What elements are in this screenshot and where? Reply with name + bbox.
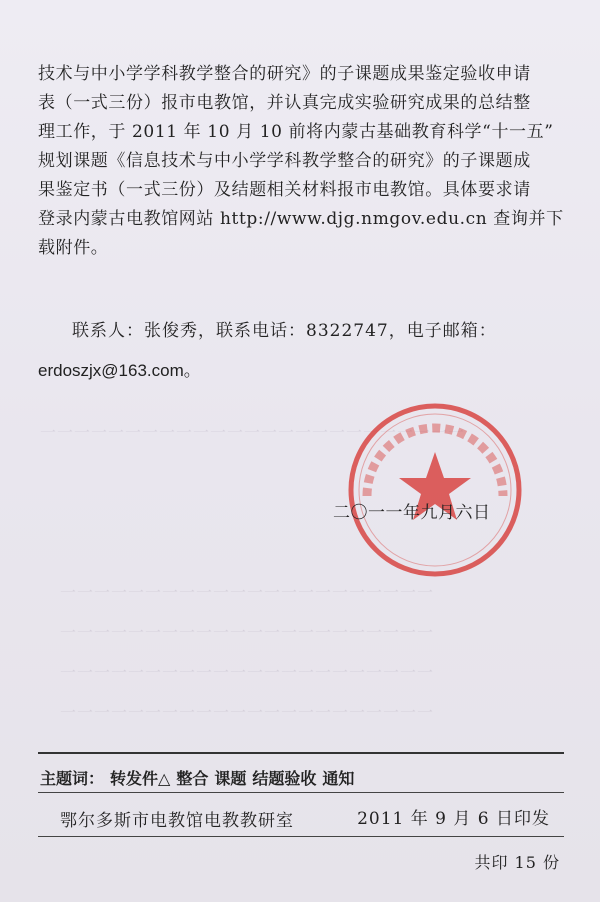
contact-email: erdoszjx@163.com。 — [38, 361, 201, 380]
body-line: 技术与中小学学科教学整合的研究》的子课题成果鉴定验收申请 — [38, 64, 531, 84]
footer-divider — [38, 752, 564, 754]
body-line: 登录内蒙古电教馆网站 http://www.djg.nmgov.edu.cn 查询并下 — [38, 209, 564, 229]
keyword: 结题验收 — [252, 769, 317, 788]
keyword: 整合 — [176, 769, 209, 788]
bleed-through-text: 一一一一一一一一一一一一一一一一一一一一一一 — [60, 583, 435, 602]
footer-divider — [38, 836, 564, 837]
bleed-through-text: 一一一一一一一一一一一一一一一一一一一一一一 — [60, 623, 435, 642]
subject-keywords — [40, 766, 354, 789]
bleed-through-text: 一一一一一一一一一一一一一一一一一一一一一一 — [60, 663, 435, 682]
issue-date: 2011 年 9 月 6 日印发 — [357, 809, 550, 829]
keyword: 通知 — [322, 769, 355, 788]
footer-divider — [38, 792, 564, 793]
keyword: 课题 — [214, 769, 247, 788]
keyword: 转发件△ — [110, 769, 171, 788]
body-line: 规划课题《信息技术与中小学学科教学整合的研究》的子课题成 — [38, 151, 531, 171]
body-line: 表（一式三份）报市电教馆，并认真完成实验研究成果的总结整 — [38, 93, 531, 113]
official-seal-stamp — [345, 400, 525, 580]
keywords-label: 主题词： — [40, 769, 105, 788]
body-line: 理工作，于 2011 年 10 月 10 前将内蒙古基础教育科学“十一五” — [38, 122, 554, 142]
contact-line: 联系人：张俊秀，联系电话：8322747，电子邮箱： — [72, 321, 497, 341]
body-line: 载附件。 — [38, 238, 109, 258]
issuing-office: 鄂尔多斯市电教馆电教教研室 — [60, 811, 294, 831]
body-paragraph — [38, 60, 568, 263]
signature-date: 二〇一一年九月六日 — [333, 503, 491, 523]
print-copies: 共印 15 份 — [474, 853, 560, 872]
body-line: 果鉴定书（一式三份）及结题相关材料报市电教馆。具体要求请 — [38, 180, 531, 200]
bleed-through-text: 一一一一一一一一一一一一一一一一一一一一一一一一一 — [40, 423, 466, 442]
bleed-through-text: 一一一一一一一一一一一一一一一一一一一一一一 — [60, 703, 435, 722]
